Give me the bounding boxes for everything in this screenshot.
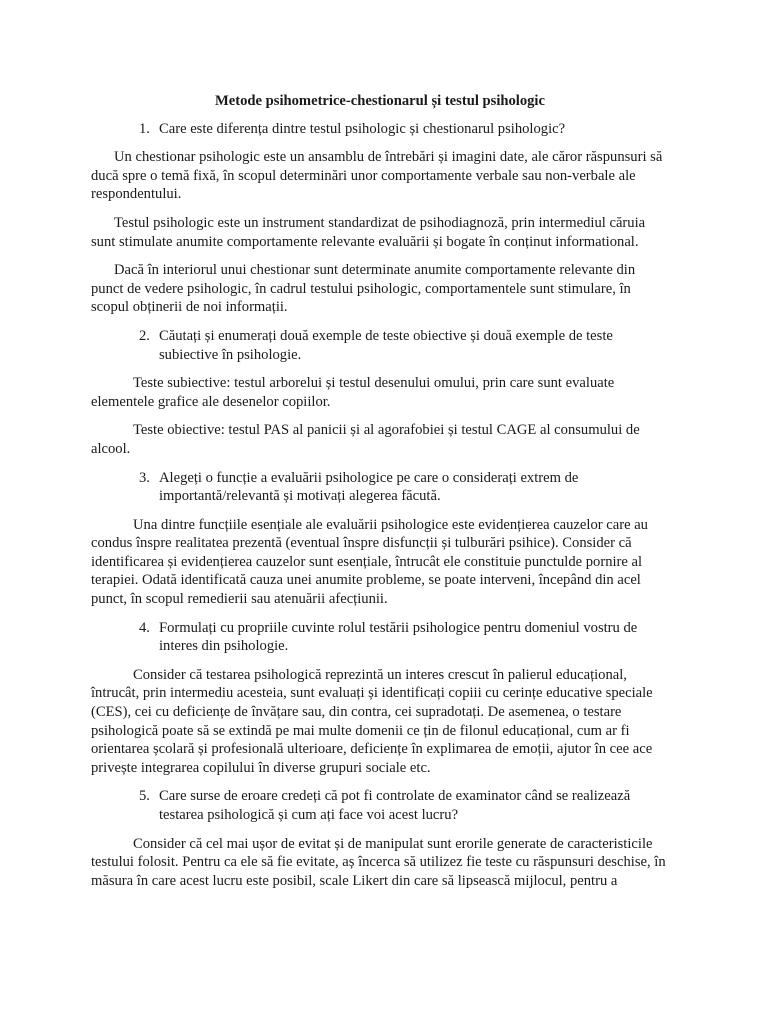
question-text: Alegeți o funcție a evaluării psihologice pe care o considerați extrem de importantă/relevantă și motivați alegerea făcută. — [159, 469, 579, 505]
answer-paragraph: Una dintre funcțiile esențiale ale evaluării psihologice este evidențierea cauzelor care au condus înspre realitatea prezentă (eventual înspre disfuncții și tulburări psihice). Consider că identificarea și evidențierea cauzelor sunt esențiale, întrucât ele constituie punctulde pornire al terapiei. Odată identificată cauza unei anumite probleme, se poate interveni, începând din acel punct, în scopul remedierii sau atenuării afecțiunii. — [91, 516, 648, 608]
document-title: Metode psihometrice-chestionarul și testul psihologic — [215, 93, 545, 109]
question-3 — [93, 469, 669, 506]
question-number: 1. — [139, 120, 150, 137]
answer-paragraph: Consider că cel mai ușor de evitat și de manipulat sunt erorile generate de caracteristicile testului folosit. Pentru ca ele să fie evitate, aș încerca să utilizez fie teste cu răspunsuri deschise, în măsura în care acest lucru este posibil, scale Likert din care să lipsească mijlocul, pentru a — [91, 835, 666, 889]
question-2 — [93, 327, 669, 364]
question-number: 4. — [139, 619, 150, 636]
question-number: 5. — [139, 788, 150, 805]
question-number: 3. — [139, 469, 150, 486]
answer-paragraph: Dacă în interiorul unui chestionar sunt determinate anumite comportamente relevante din punct de vedere psihologic, în cadrul testului psihologic, comportamentele sunt stimulare, în scopul obținerii de noi informații. — [91, 262, 636, 316]
question-5 — [93, 787, 669, 824]
question-text: Care surse de eroare credeți că pot fi controlate de examinator când se realizează testarea psihologică și cum ați face voi acest lucru? — [159, 788, 631, 823]
question-4 — [93, 619, 669, 656]
answer-paragraph: Testul psihologic este un instrument standardizat de psihodiagnoză, prin intermediul căruia sunt stimulate anumite comportamente relevante evaluării și bogate în conținut informational. — [91, 214, 646, 250]
question-text: Care este diferența dintre testul psihologic și chestionarul psihologic? — [159, 120, 566, 137]
question-1 — [93, 120, 669, 139]
answer-paragraph: Teste subiective: testul arborelui și testul desenului omului, prin care sunt evaluate elementele grafice ale desenelor copiilor. — [91, 375, 615, 410]
question-number: 2. — [139, 327, 150, 344]
answer-paragraph: Un chestionar psihologic este un ansamblu de întrebări și imagini date, ale căror răspunsuri să ducă spre o temă fixă, în scopul determinări unor comportamente verbale sau non-verbale ale respondentului. — [91, 149, 663, 203]
question-text: Căutați și enumerați două exemple de teste obiective și două exemple de teste subiective în psihologie. — [159, 327, 613, 363]
question-text: Formulați cu propriile cuvinte rolul testării psihologice pentru domeniul vostru de interes din psihologie. — [159, 619, 638, 655]
answer-paragraph: Teste obiective: testul PAS al panicii și al agorafobiei și testul CAGE al consumului de alcool. — [91, 422, 640, 457]
answer-paragraph: Consider că testarea psihologică reprezintă un interes crescut în palierul educațional, întrucât, prin intermediu acesteia, sunt evaluați și identificați copiii cu cerințe educative speciale (CES), cei cu deficiențe de învățare sau, din contra, cei supradotați. De asemenea, o testare psihologică poate să se extindă pe mai multe domenii ce țin de filonul educațional, cum ar fi orientarea școlară și profesională ulterioare, deficiențe în explimarea de emoții, ajutor în cee ace privește integrarea copilului în diverse grupuri sociale etc. — [91, 666, 653, 776]
document-body — [91, 92, 669, 890]
